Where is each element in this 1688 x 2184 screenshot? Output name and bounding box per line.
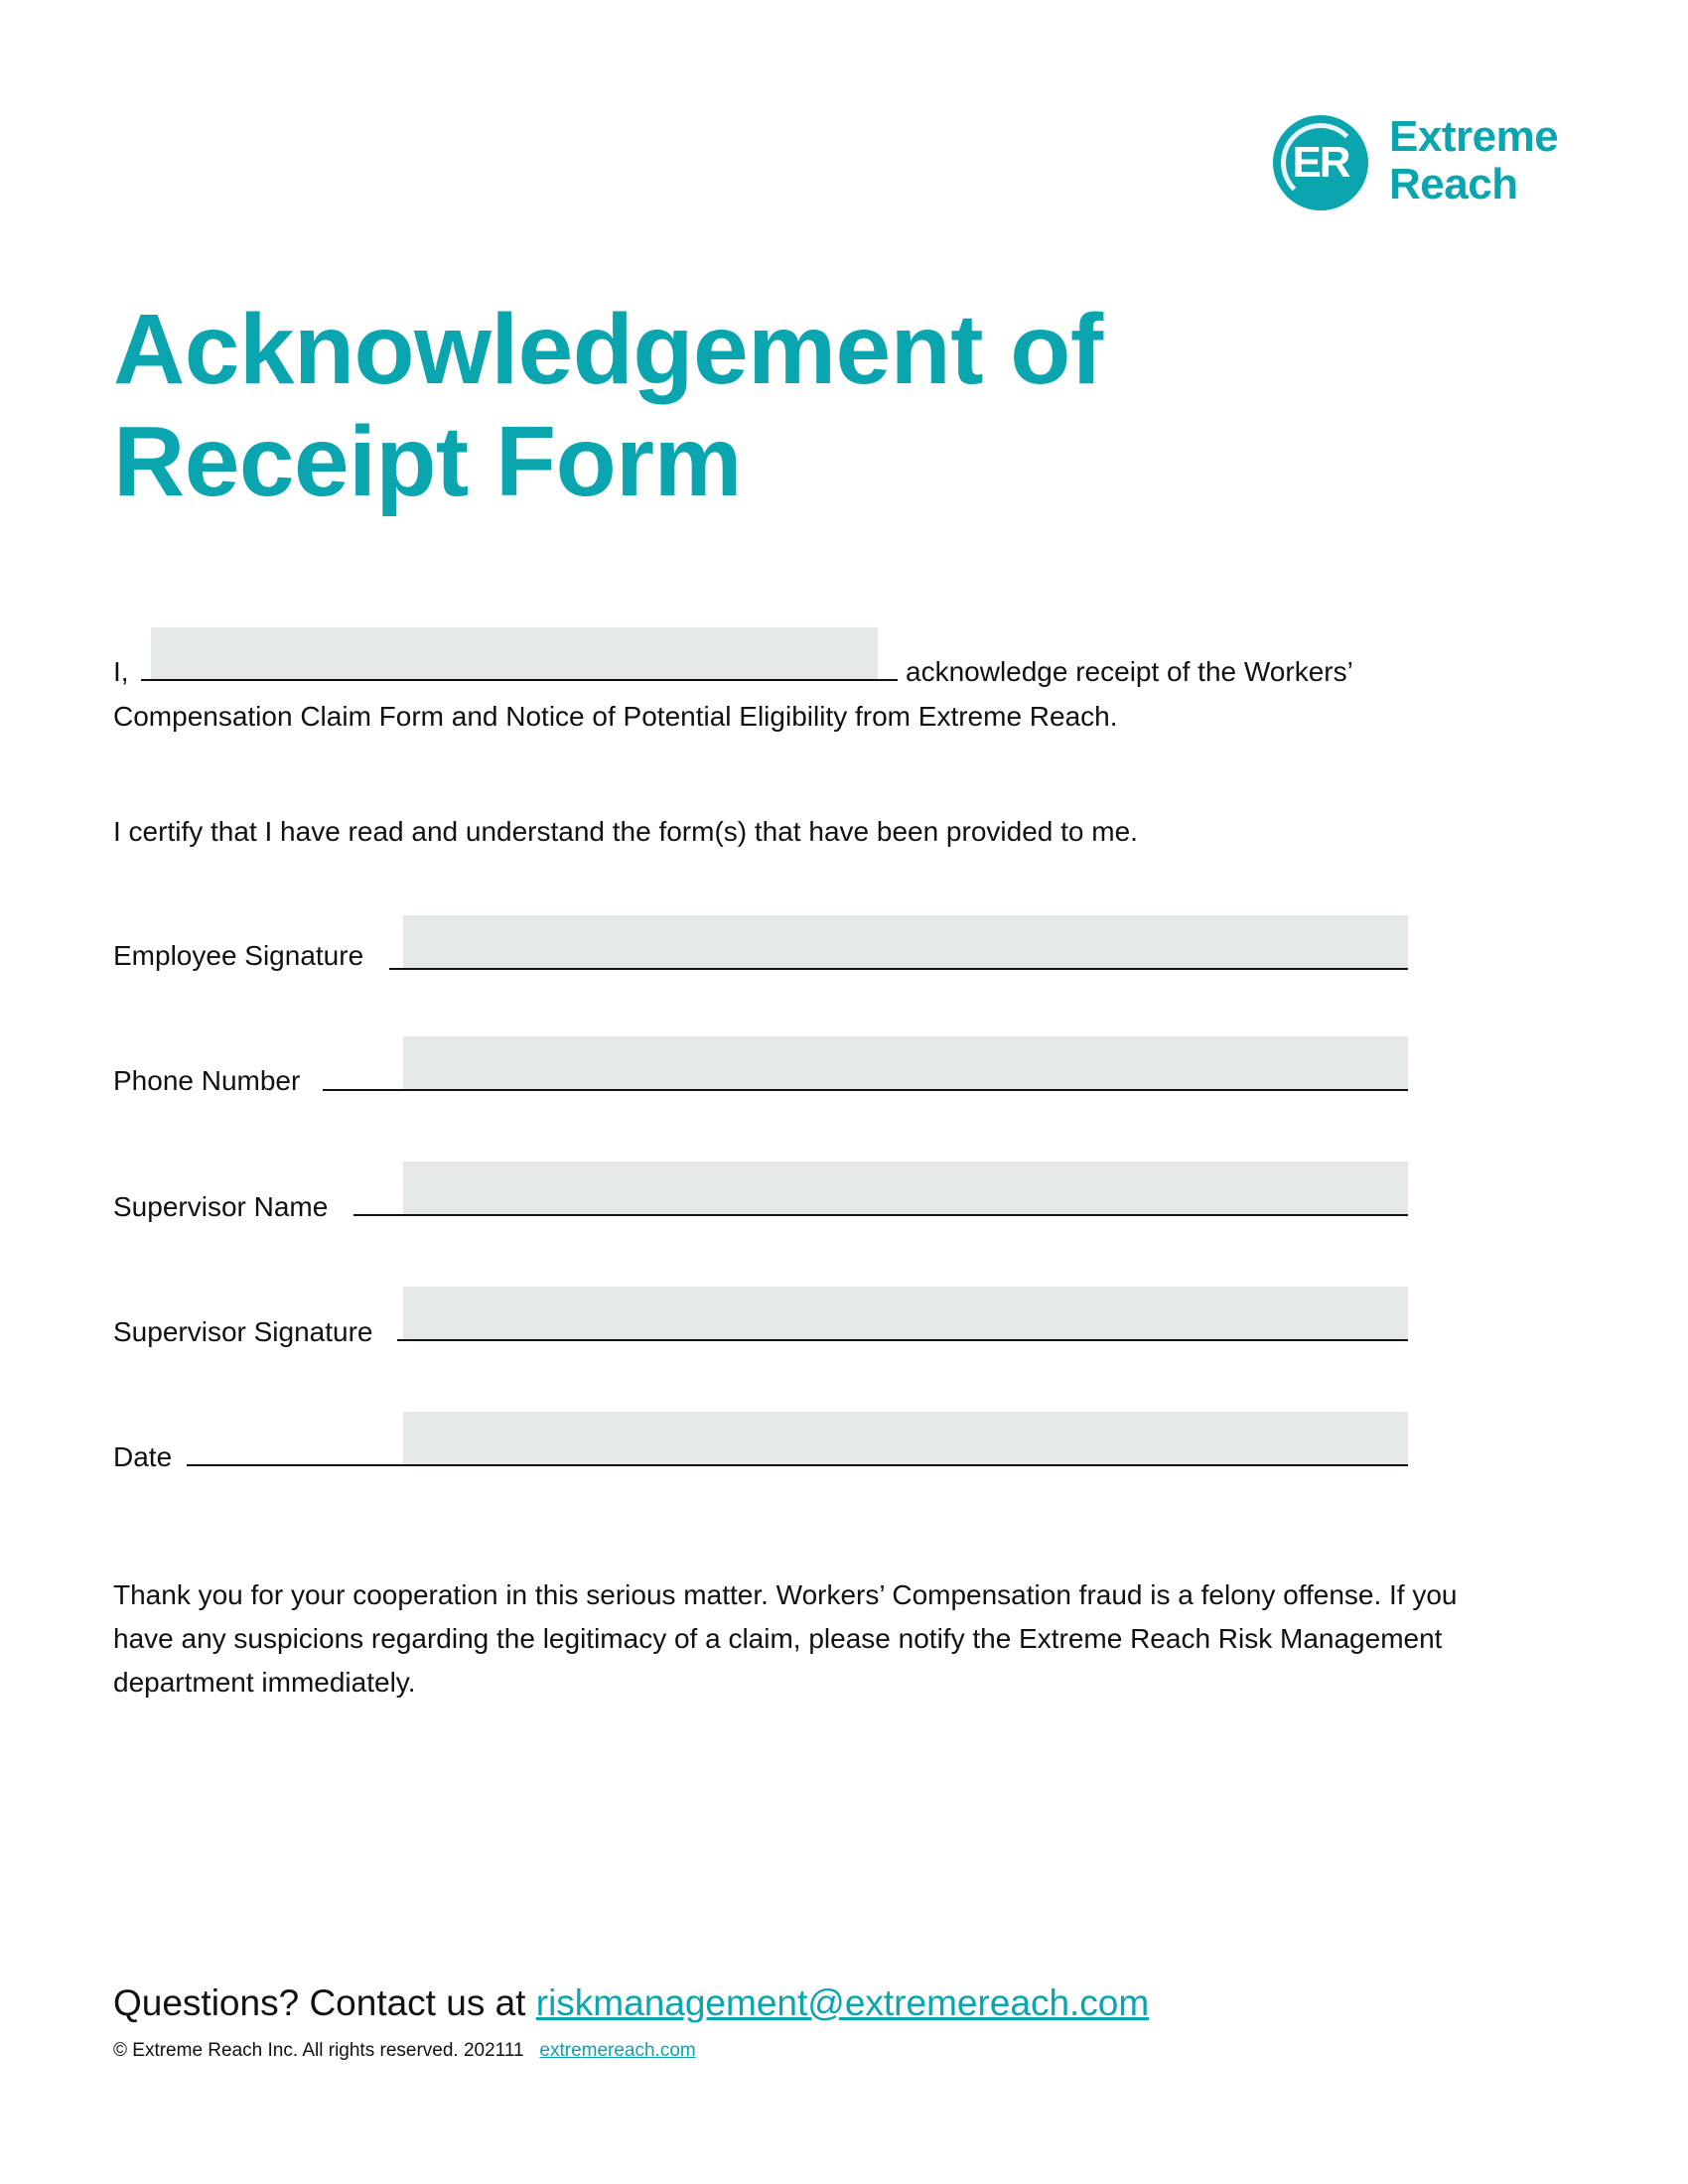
employee-signature-label: Employee Signature [113, 940, 364, 971]
contact-prefix: Questions? Contact us at [113, 1982, 536, 2023]
contact-email-link[interactable]: riskmanagement@extremereach.com [535, 1982, 1150, 2023]
employee-name-field[interactable] [151, 627, 878, 679]
logo-wordmark [1389, 113, 1558, 208]
supervisor-name-field[interactable] [403, 1161, 1408, 1215]
certify-statement: I certify that I have read and understand the form(s) that have been provided to me. [113, 816, 1138, 847]
supervisor-name-label: Supervisor Name [113, 1191, 329, 1222]
employee-signature-field[interactable] [403, 915, 1408, 969]
contact-line [113, 1979, 1149, 2027]
logo-monogram: ER [1292, 138, 1349, 187]
notice-line1: Thank you for your cooperation in this serious matter. Workers’ Compensation fraud is a felony offense. If you [113, 1579, 1458, 1610]
phone-number-underline [323, 1089, 1408, 1091]
phone-number-label: Phone Number [113, 1065, 301, 1096]
notice-line3: department immediately. [113, 1667, 416, 1698]
supervisor-signature-label: Supervisor Signature [113, 1316, 373, 1347]
date-label: Date [113, 1441, 173, 1472]
ack-prefix: I, [113, 656, 129, 687]
copyright-line [113, 2039, 696, 2063]
employee-name-underline [141, 679, 898, 681]
logo-word-line2: Reach [1389, 160, 1518, 208]
logo-word-line1: Extreme [1389, 112, 1559, 161]
date-underline [187, 1464, 1408, 1466]
phone-number-field[interactable] [403, 1036, 1408, 1090]
supervisor-name-underline [353, 1214, 1408, 1216]
title-line2: Receipt Form [113, 406, 743, 517]
ack-line2: Compensation Claim Form and Notice of Potential Eligibility from Extreme Reach. [113, 701, 1118, 732]
employee-signature-underline [389, 968, 1408, 970]
supervisor-signature-underline [397, 1339, 1408, 1341]
date-field[interactable] [403, 1412, 1408, 1465]
copyright-text: © Extreme Reach Inc. All rights reserved. 202111 [113, 2040, 524, 2061]
ack-suffix: acknowledge receipt of the Workers’ [906, 656, 1353, 687]
title-line1: Acknowledgement of [113, 294, 1103, 405]
logo-mark-icon [1273, 115, 1368, 210]
page-title [113, 294, 1103, 518]
company-logo [1273, 111, 1581, 218]
notice-line2: have any suspicions regarding the legitimacy of a claim, please notify the Extreme Reach Risk Management [113, 1623, 1443, 1654]
supervisor-signature-field[interactable] [403, 1287, 1408, 1340]
website-link[interactable]: extremereach.com [539, 2040, 696, 2061]
